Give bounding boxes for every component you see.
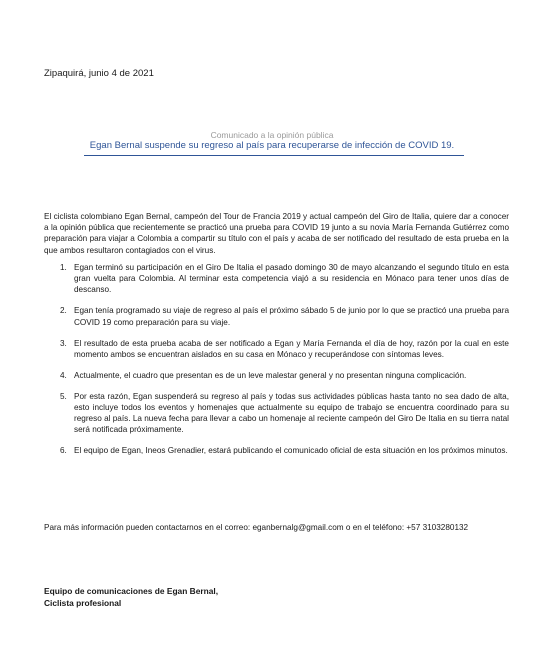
signature-team: Equipo de comunicaciones de Egan Bernal, xyxy=(44,586,219,596)
list-item-text: Egan tenía programado su viaje de regreso al país el próximo sábado 5 de junio por lo que se practicó una prueba para COVID 19 como preparación para su viaje. xyxy=(74,306,509,327)
title-underline xyxy=(84,155,464,156)
list-item xyxy=(44,445,509,456)
list-item-text: Egan terminó su participación en el Giro De Italia el pasado domingo 30 de mayo alcanzando el segundo título en esta gran vuelta para Colombia. Al terminar esta competencia viajó a su residencia en Mónaco para tener unos días de descanso. xyxy=(74,263,509,295)
list-item-text: El resultado de esta prueba acaba de ser notificado a Egan y María Fernanda el día de hoy, razón por la cual en este momento ambos se encuentran aislados en su casa en Mónaco y recuperándose con síntomas leves. xyxy=(74,338,509,359)
list-item xyxy=(44,391,509,436)
document-title: Egan Bernal suspende su regreso al país para recuperarse de infección de COVID 19. xyxy=(89,140,455,151)
list-item-number: 5. xyxy=(60,391,67,401)
list-item xyxy=(44,305,509,327)
signature-role: Ciclista profesional xyxy=(44,597,122,608)
contact-line: Para más información pueden contactarnos en el correo: eganbernalg@gmail.com o en el teléfono: +57 3103280132 xyxy=(44,523,469,532)
list-item-number: 6. xyxy=(60,446,67,456)
list-item-text: Actualmente, el cuadro que presentan es de un leve malestar general y no presentan ninguna complicación. xyxy=(74,370,467,380)
list-item xyxy=(44,338,509,360)
numbered-list xyxy=(44,262,509,466)
list-item-text: Por esta razón, Egan suspenderá su regreso al país y todas sus actividades públicas hasta tanto no sea dado de alta, esto incluye todos los eventos y homenajes que actualmente su equipo de trabajo se encuentra coordinado para su regreso al país. La nueva fecha para llevar a cabo un homenaje al reciente campeón del Giro De Italia en su tierra natal será notificada próximamente. xyxy=(74,391,509,435)
document-date: Zipaquirá, junio 4 de 2021 xyxy=(44,68,154,79)
list-item-number: 1. xyxy=(60,263,67,272)
signature-block xyxy=(44,586,218,609)
list-item-text: El equipo de Egan, Ineos Grenadier, estará publicando el comunicado oficial de esta situación en los próximos minutos. xyxy=(74,446,508,456)
list-item-number: 3. xyxy=(60,338,67,348)
intro-paragraph: El ciclista colombiano Egan Bernal, campeón del Tour de Francia 2019 y actual campeón del Giro de Italia, quiere dar a conocer a la opinión pública que recientemente se practicó una prueba para COVID 19 junto a su novia María Fernanda Gutiérrez como preparación para viajar a Colombia a compartir su título con el país y acaba de ser notificado del resultado de esta prueba en la que ambos resultaron contagiados con el virus. xyxy=(44,212,509,255)
list-item-number: 2. xyxy=(60,306,67,316)
document-subtitle: Comunicado a la opinión pública xyxy=(210,130,334,140)
list-item-number: 4. xyxy=(60,370,67,380)
list-item xyxy=(44,262,509,296)
list-item xyxy=(44,370,509,381)
